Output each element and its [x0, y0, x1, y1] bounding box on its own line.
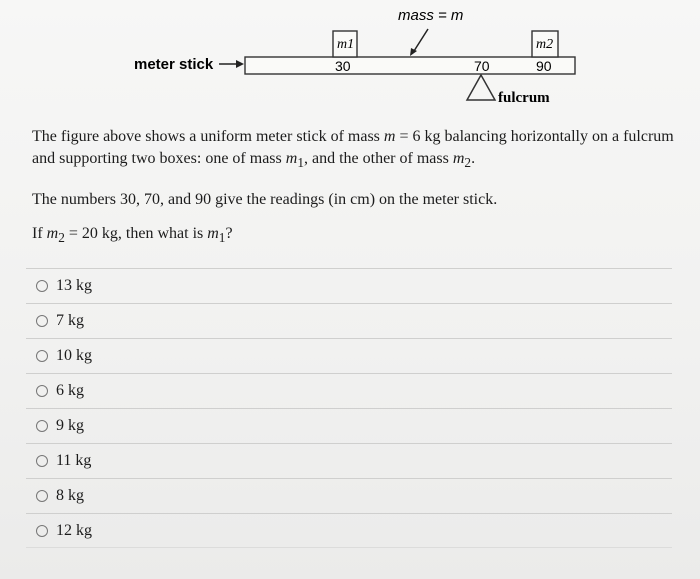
meter-stick-label: meter stick: [134, 56, 214, 73]
box-m1-label: m1: [337, 37, 355, 52]
answer-label: 13 kg: [56, 277, 92, 294]
question-paragraph-1: The figure above shows a uniform meter stick of mass m = 6 kg balancing horizontally on a fulcrum and supporting two boxes: one of mass $m_1$, and the other of mass $m_2$.: [32, 128, 674, 171]
answer-label: 7 kg: [56, 312, 84, 329]
answer-options: [26, 268, 672, 548]
fulcrum-label: fulcrum: [498, 90, 550, 106]
reading-90: 90: [536, 58, 552, 74]
answer-option[interactable]: [26, 268, 672, 303]
fulcrum-triangle: [467, 75, 495, 100]
answer-label: 10 kg: [56, 347, 92, 364]
radio-button[interactable]: [36, 455, 48, 467]
answer-option[interactable]: [26, 338, 672, 373]
answer-option[interactable]: [26, 408, 672, 443]
question-paragraph-3: If $m_2 = 20$ kg, then what is $m_1$?: [32, 225, 233, 246]
radio-button[interactable]: [36, 490, 48, 502]
answer-label: 6 kg: [56, 382, 84, 399]
radio-button[interactable]: [36, 385, 48, 397]
reading-70: 70: [474, 58, 490, 74]
radio-button[interactable]: [36, 350, 48, 362]
mass-arrow: [414, 29, 428, 51]
answer-label: 9 kg: [56, 417, 84, 434]
answer-label: 11 kg: [56, 452, 92, 469]
radio-button[interactable]: [36, 315, 48, 327]
meter-stick: [245, 57, 575, 74]
meter-stick-arrow-head: [236, 60, 244, 68]
answer-option[interactable]: [26, 443, 672, 478]
question-paragraph-2: The numbers 30, 70, and 90 give the readings (in cm) on the meter stick.: [32, 191, 498, 209]
answer-option[interactable]: [26, 373, 672, 408]
answer-option[interactable]: [26, 478, 672, 513]
answer-option[interactable]: [26, 513, 672, 548]
answer-label: 12 kg: [56, 521, 92, 539]
question-text: [32, 126, 682, 249]
radio-button[interactable]: [36, 525, 48, 537]
radio-button[interactable]: [36, 280, 48, 292]
radio-button[interactable]: [36, 420, 48, 432]
stick-mass-label: mass = m: [398, 7, 464, 24]
figure-drawing: [0, 0, 700, 115]
answer-label: 8 kg: [56, 487, 84, 504]
answer-option[interactable]: [26, 303, 672, 338]
meter-stick-figure: [0, 0, 700, 115]
box-m2-label: m2: [536, 37, 554, 52]
reading-30: 30: [335, 58, 351, 74]
